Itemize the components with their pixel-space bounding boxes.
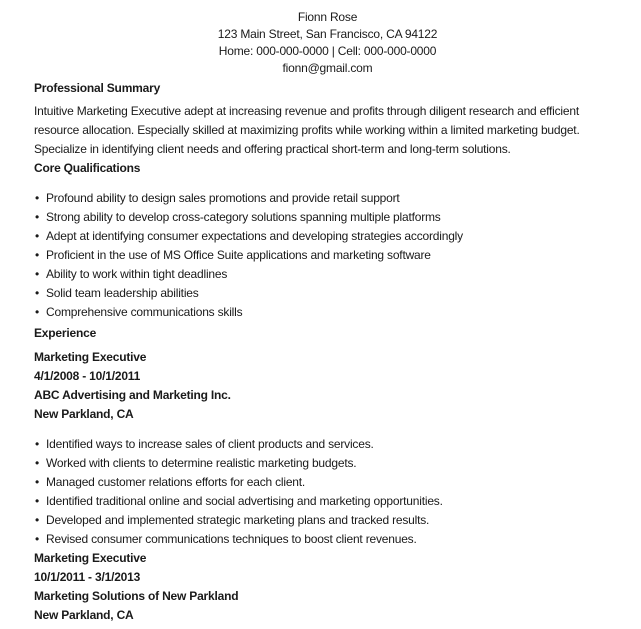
job-title: Marketing Executive — [34, 350, 147, 364]
duty-item: • Identified traditional online and social advertising and marketing opportunities. — [34, 492, 621, 511]
qualifications-list — [34, 189, 621, 322]
job-title: Marketing Executive — [34, 551, 147, 565]
qualification-item: • Comprehensive communications skills — [34, 303, 621, 322]
job-header — [34, 348, 621, 424]
duty-item: • Worked with clients to determine realistic marketing budgets. — [34, 454, 621, 473]
job-header — [34, 549, 621, 625]
job-duties-list — [34, 435, 621, 549]
qualification-item: • Ability to work within tight deadlines — [34, 265, 621, 284]
qualification-item: • Profound ability to design sales promotions and provide retail support — [34, 189, 621, 208]
summary-paragraph: Intuitive Marketing Executive adept at increasing revenue and profits through diligent research and efficient resource allocation. Especially skilled at maximizing profits while working within a limited marketing budget. Specialize in identifying client needs and offering practical short-term and long-term solutions. — [34, 104, 580, 156]
qualification-item: • Solid team leadership abilities — [34, 284, 621, 303]
person-email: fionn@gmail.com — [282, 61, 373, 75]
job-location: New Parkland, CA — [34, 608, 134, 622]
duty-item: • Managed customer relations efforts for each client. — [34, 473, 621, 492]
job-company: ABC Advertising and Marketing Inc. — [34, 388, 231, 402]
job-location: New Parkland, CA — [34, 407, 134, 421]
qualification-item: • Proficient in the use of MS Office Suite applications and marketing software — [34, 246, 621, 265]
job-company: Marketing Solutions of New Parkland — [34, 589, 239, 603]
person-address: 123 Main Street, San Francisco, CA 94122 — [217, 27, 438, 41]
qualifications-heading: Core Qualifications — [34, 161, 141, 175]
person-phones: Home: 000-000-0000 | Cell: 000-000-0000 — [218, 44, 437, 58]
summary-heading: Professional Summary — [34, 81, 161, 95]
duty-item: • Identified ways to increase sales of client products and services. — [34, 435, 621, 454]
qualification-item: • Strong ability to develop cross-category solutions spanning multiple platforms — [34, 208, 621, 227]
duty-item: • Revised consumer communications techniques to boost client revenues. — [34, 530, 621, 549]
contact-header — [34, 9, 621, 77]
experience-heading: Experience — [34, 326, 97, 340]
job-dates: 10/1/2011 - 3/1/2013 — [34, 570, 141, 584]
person-name: Fionn Rose — [297, 10, 358, 24]
duty-item: • Developed and implemented strategic marketing plans and tracked results. — [34, 511, 621, 530]
qualification-item: • Adept at identifying consumer expectations and developing strategies accordingly — [34, 227, 621, 246]
job-dates: 4/1/2008 - 10/1/2011 — [34, 369, 141, 383]
